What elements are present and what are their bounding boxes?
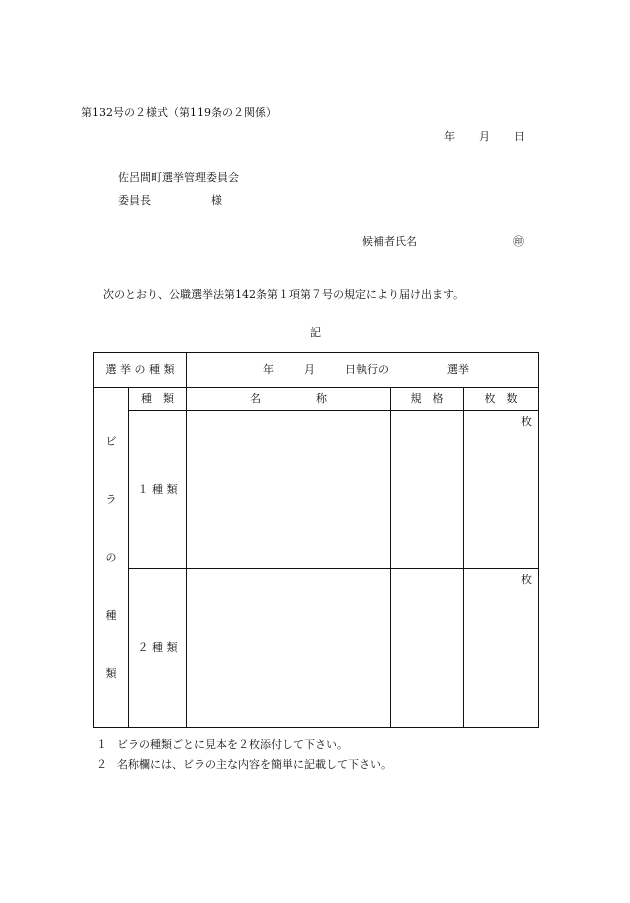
header-spec: 規 格 bbox=[391, 388, 464, 411]
bira-form-table bbox=[93, 352, 539, 728]
row1-name-cell[interactable] bbox=[187, 411, 391, 569]
note-2-text: 名称欄には、ビラの主な内容を簡単に記載して下さい。 bbox=[117, 758, 392, 771]
addressee-committee: 佐呂間町選挙管理委員会 bbox=[118, 171, 239, 184]
addressee-chair: 委員長 bbox=[118, 194, 151, 207]
date-month-label: 月 bbox=[479, 130, 490, 143]
ki-heading: 記 bbox=[310, 326, 321, 339]
bira-char-3: の bbox=[105, 550, 117, 564]
bira-char-5: 類 bbox=[105, 666, 117, 680]
header-kind: 種 類 bbox=[129, 388, 187, 411]
row1-kind: １ 種 類 bbox=[129, 411, 187, 569]
bira-kind-vertical bbox=[94, 435, 128, 680]
bira-kind-label bbox=[94, 388, 129, 728]
header-count: 枚 数 bbox=[464, 388, 539, 411]
election-type-label: 選 挙 の 種 類 bbox=[94, 353, 187, 388]
seal-mark: ㊞ bbox=[513, 235, 524, 248]
row2-kind: ２ 種 類 bbox=[129, 569, 187, 728]
note-1-number: １ bbox=[96, 738, 107, 751]
bira-char-2: ラ bbox=[105, 492, 117, 506]
election-year-label: 年 bbox=[263, 363, 274, 377]
addressee-honorific: 様 bbox=[211, 194, 222, 207]
row1-spec-cell[interactable] bbox=[391, 411, 464, 569]
row2-spec-cell[interactable] bbox=[391, 569, 464, 728]
bira-char-4: 種 bbox=[105, 608, 117, 622]
date-year-label: 年 bbox=[444, 130, 455, 143]
row2-count-cell[interactable] bbox=[464, 569, 539, 728]
date-day-label: 日 bbox=[514, 130, 525, 143]
row2-name-cell[interactable] bbox=[187, 569, 391, 728]
body-text: 次のとおり、公職選挙法第142条第１項第７号の規定により届け出ます。 bbox=[103, 288, 465, 301]
row2-count-unit: 枚 bbox=[521, 573, 533, 586]
candidate-name-label: 候補者氏名 bbox=[362, 235, 417, 248]
election-label: 選挙 bbox=[447, 363, 469, 377]
election-month-label: 月 bbox=[304, 363, 315, 377]
note-2-number: ２ bbox=[96, 758, 107, 771]
bira-char-1: ビ bbox=[105, 435, 117, 448]
election-day-exec-label: 日執行の bbox=[345, 363, 389, 377]
row1-count-unit: 枚 bbox=[521, 415, 533, 428]
header-name: 名 称 bbox=[187, 388, 391, 411]
form-number: 第132号の２様式（第119条の２関係） bbox=[81, 106, 277, 119]
note-1-text: ビラの種類ごとに見本を２枚添付して下さい。 bbox=[117, 738, 348, 751]
election-line bbox=[187, 353, 539, 388]
row1-count-cell[interactable] bbox=[464, 411, 539, 569]
